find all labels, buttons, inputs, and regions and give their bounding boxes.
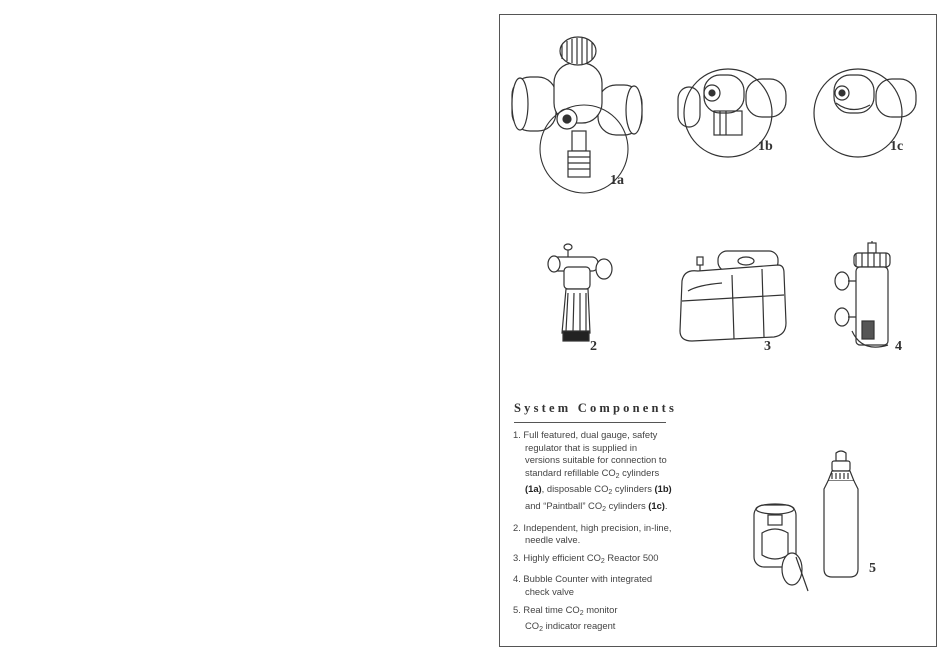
- list-item: 5. Real time $CO_2$ monitor $CO_2$ indicator reagent: [513, 603, 618, 634]
- regulator-illustration: [506, 27, 646, 187]
- list-item: 3. Highly efficient $CO_2$ Reactor 500: [513, 551, 659, 565]
- figure-label-5: 5: [869, 561, 876, 576]
- list-item: 4. Bubble Counter with integrated check valve: [513, 573, 653, 597]
- list-item: 1. Full featured, dual gauge, safety regulator that is supplied in versions suitable for connection to standard refillable $CO_2$ cylinders (1a), disposable $CO_2$ cylinders (1b) and “Paintball” $CO_2$ cylinders (1c).: [513, 429, 672, 513]
- figure-label-1a: 1a: [610, 173, 624, 188]
- figure-label-2: 2: [590, 339, 597, 354]
- figure-label-1b: 1b: [758, 139, 773, 154]
- section-title: System Components: [514, 401, 666, 423]
- list-item: 2. Independent, high precision, in-line, needle valve.: [513, 521, 672, 546]
- components-panel: [499, 14, 937, 647]
- figure-label-1c: 1c: [890, 139, 904, 154]
- co2-monitor-illustration: [750, 503, 810, 593]
- figure-label-4: 4: [895, 339, 902, 354]
- figure-label-3: 3: [764, 339, 771, 354]
- co2-reactor-illustration: [678, 251, 790, 343]
- bubble-counter-illustration: [832, 241, 896, 353]
- reagent-bottle-illustration: [818, 451, 864, 581]
- needle-valve-illustration: [546, 243, 616, 343]
- components-list: [513, 429, 673, 642]
